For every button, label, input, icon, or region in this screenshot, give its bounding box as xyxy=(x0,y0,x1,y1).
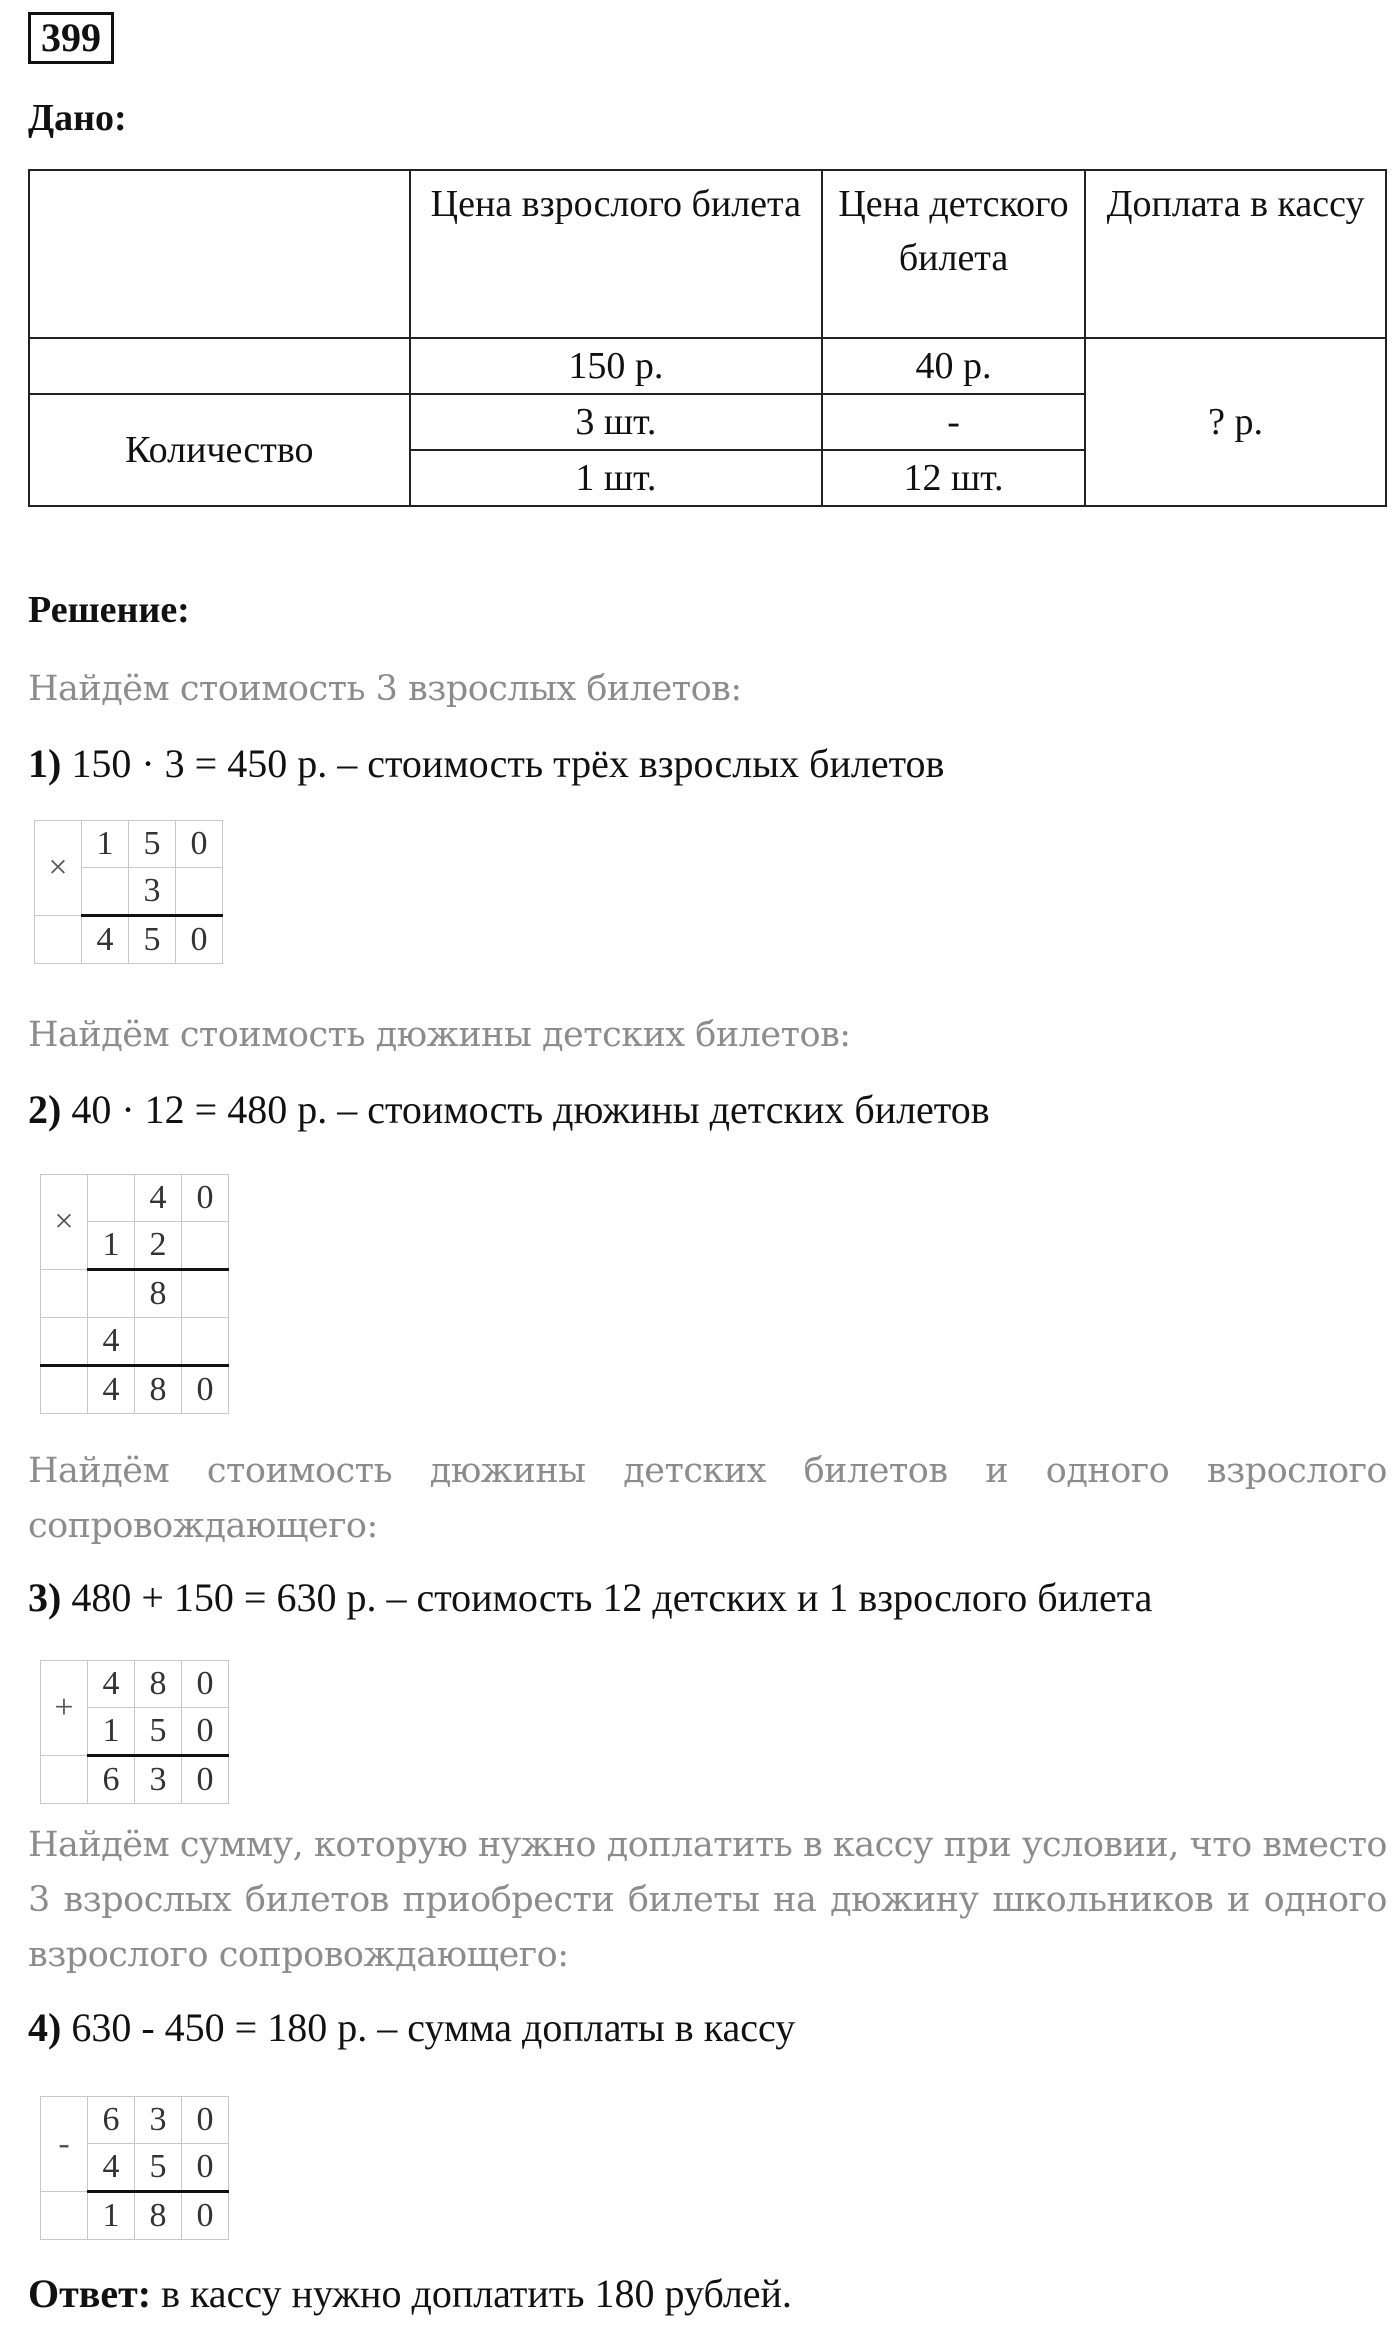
solution-heading: Решение: xyxy=(28,589,190,631)
calc-digit xyxy=(176,868,223,916)
calc-cell-empty xyxy=(41,1318,88,1366)
step-1-hint: Найдём стоимость 3 взрослых билетов: xyxy=(28,669,742,709)
calc-digit: 1 xyxy=(88,2192,135,2240)
step-1-text: 150 · 3 = 450 р. – стоимость трёх взрослых билетов xyxy=(61,741,945,786)
calc-digit: 2 xyxy=(135,1222,182,1270)
calc-digit: 3 xyxy=(129,868,176,916)
calc-sign: × xyxy=(35,821,82,916)
calc-cell-empty xyxy=(41,1756,88,1804)
step-3-number: 3) xyxy=(28,1575,62,1620)
calc-row xyxy=(41,2097,229,2144)
quantity-label: Количество xyxy=(29,394,410,506)
header-adult-price: Цена взрослого билета xyxy=(410,170,822,338)
child-quantity-cell: 12 шт. xyxy=(822,450,1085,506)
step-2-text: 40 · 12 = 480 р. – стоимость дюжины детских билетов xyxy=(61,1087,990,1132)
calc-digit: 0 xyxy=(182,1661,229,1708)
calc-digit: 8 xyxy=(135,1366,182,1414)
step-3-column-calc xyxy=(40,1660,229,1804)
step-1-expression xyxy=(28,740,944,787)
child-quantity-cell: - xyxy=(822,394,1085,450)
step-1-number: 1) xyxy=(28,741,62,786)
calc-digit: 5 xyxy=(135,2144,182,2192)
calc-digit: 5 xyxy=(135,1708,182,1756)
adult-quantity-cell: 3 шт. xyxy=(410,394,822,450)
calc-result-row xyxy=(35,916,223,964)
calc-digit xyxy=(88,1175,135,1222)
calc-digit: 0 xyxy=(182,2097,229,2144)
step-3-expression xyxy=(28,1574,1152,1621)
table-cell xyxy=(29,338,410,394)
calc-digit xyxy=(182,1270,229,1318)
header-child-price: Цена детского билета xyxy=(822,170,1085,338)
calc-digit: 3 xyxy=(135,2097,182,2144)
calc-sign: + xyxy=(41,1661,88,1756)
calc-digit: 0 xyxy=(182,1366,229,1414)
calc-digit: 8 xyxy=(135,1270,182,1318)
given-heading: Дано: xyxy=(28,97,127,139)
adult-price-cell: 150 р. xyxy=(410,338,822,394)
answer-text: в кассу нужно доплатить 180 рублей. xyxy=(151,2271,792,2316)
calc-digit xyxy=(88,1270,135,1318)
calc-row xyxy=(35,821,223,868)
calc-digit: 8 xyxy=(135,1661,182,1708)
calc-digit: 0 xyxy=(176,916,223,964)
calc-cell-empty xyxy=(41,1270,88,1318)
answer-line xyxy=(28,2270,792,2317)
calc-digit xyxy=(182,1318,229,1366)
calc-digit: 0 xyxy=(182,1756,229,1804)
step-4-text: 630 - 450 = 180 р. – сумма доплаты в кассу xyxy=(61,2005,796,2050)
calc-row xyxy=(41,1661,229,1708)
calc-result-row xyxy=(41,1756,229,1804)
calc-digit xyxy=(82,868,129,916)
calc-digit: 5 xyxy=(129,916,176,964)
answer-label: Ответ: xyxy=(28,2271,152,2316)
step-1-column-calc xyxy=(34,820,223,964)
table-header-row xyxy=(29,170,1386,338)
calc-result-row xyxy=(41,2192,229,2240)
extra-payment-cell: ? р. xyxy=(1085,338,1386,506)
step-4-column-calc xyxy=(40,2096,229,2240)
calc-digit xyxy=(182,1222,229,1270)
adult-quantity-cell: 1 шт. xyxy=(410,450,822,506)
calc-digit: 8 xyxy=(135,2192,182,2240)
calc-digit: 0 xyxy=(182,1175,229,1222)
calc-result-row xyxy=(41,1366,229,1414)
calc-digit: 1 xyxy=(88,1708,135,1756)
calc-digit: 5 xyxy=(129,821,176,868)
given-table xyxy=(28,169,1387,507)
step-4-number: 4) xyxy=(28,2005,62,2050)
calc-cell-empty xyxy=(35,916,82,964)
step-3-text: 480 + 150 = 630 р. – стоимость 12 детских и 1 взрослого билета xyxy=(61,1575,1153,1620)
calc-digit: 1 xyxy=(88,1222,135,1270)
header-extra-payment: Доплата в кассу xyxy=(1085,170,1386,338)
calc-row xyxy=(41,1175,229,1222)
calc-cell-empty xyxy=(41,1366,88,1414)
calc-digit xyxy=(135,1318,182,1366)
calc-digit: 4 xyxy=(135,1175,182,1222)
step-4-expression xyxy=(28,2004,795,2051)
child-price-cell: 40 р. xyxy=(822,338,1085,394)
calc-row xyxy=(41,1318,229,1366)
task-number: 399 xyxy=(28,12,114,64)
calc-row xyxy=(41,1270,229,1318)
table-row-prices xyxy=(29,338,1386,394)
calc-digit: 4 xyxy=(82,916,129,964)
calc-digit: 4 xyxy=(88,1366,135,1414)
calc-digit: 6 xyxy=(88,1756,135,1804)
calc-digit: 1 xyxy=(82,821,129,868)
step-2-number: 2) xyxy=(28,1087,62,1132)
calc-digit: 0 xyxy=(182,1708,229,1756)
calc-sign: × xyxy=(41,1175,88,1270)
calc-digit: 0 xyxy=(182,2144,229,2192)
calc-digit: 4 xyxy=(88,1318,135,1366)
calc-digit: 6 xyxy=(88,2097,135,2144)
calc-sign: - xyxy=(41,2097,88,2192)
calc-digit: 0 xyxy=(176,821,223,868)
calc-digit: 3 xyxy=(135,1756,182,1804)
calc-cell-empty xyxy=(41,2192,88,2240)
calc-digit: 0 xyxy=(182,2192,229,2240)
calc-digit: 4 xyxy=(88,1661,135,1708)
header-cell-empty xyxy=(29,170,410,338)
step-2-expression xyxy=(28,1086,990,1133)
step-3-hint: Найдём стоимость дюжины детских билетов и одного взрослого сопровождающего: xyxy=(28,1451,1387,1546)
step-2-column-calc xyxy=(40,1174,229,1414)
step-4-hint: Найдём сумму, которую нужно доплатить в кассу при условии, что вместо 3 взрослых билетов приобрести билеты на дюжину школьников и одного взрослого сопровождающего: xyxy=(28,1825,1387,1975)
step-2-hint: Найдём стоимость дюжины детских билетов: xyxy=(28,1015,851,1055)
calc-digit: 4 xyxy=(88,2144,135,2192)
